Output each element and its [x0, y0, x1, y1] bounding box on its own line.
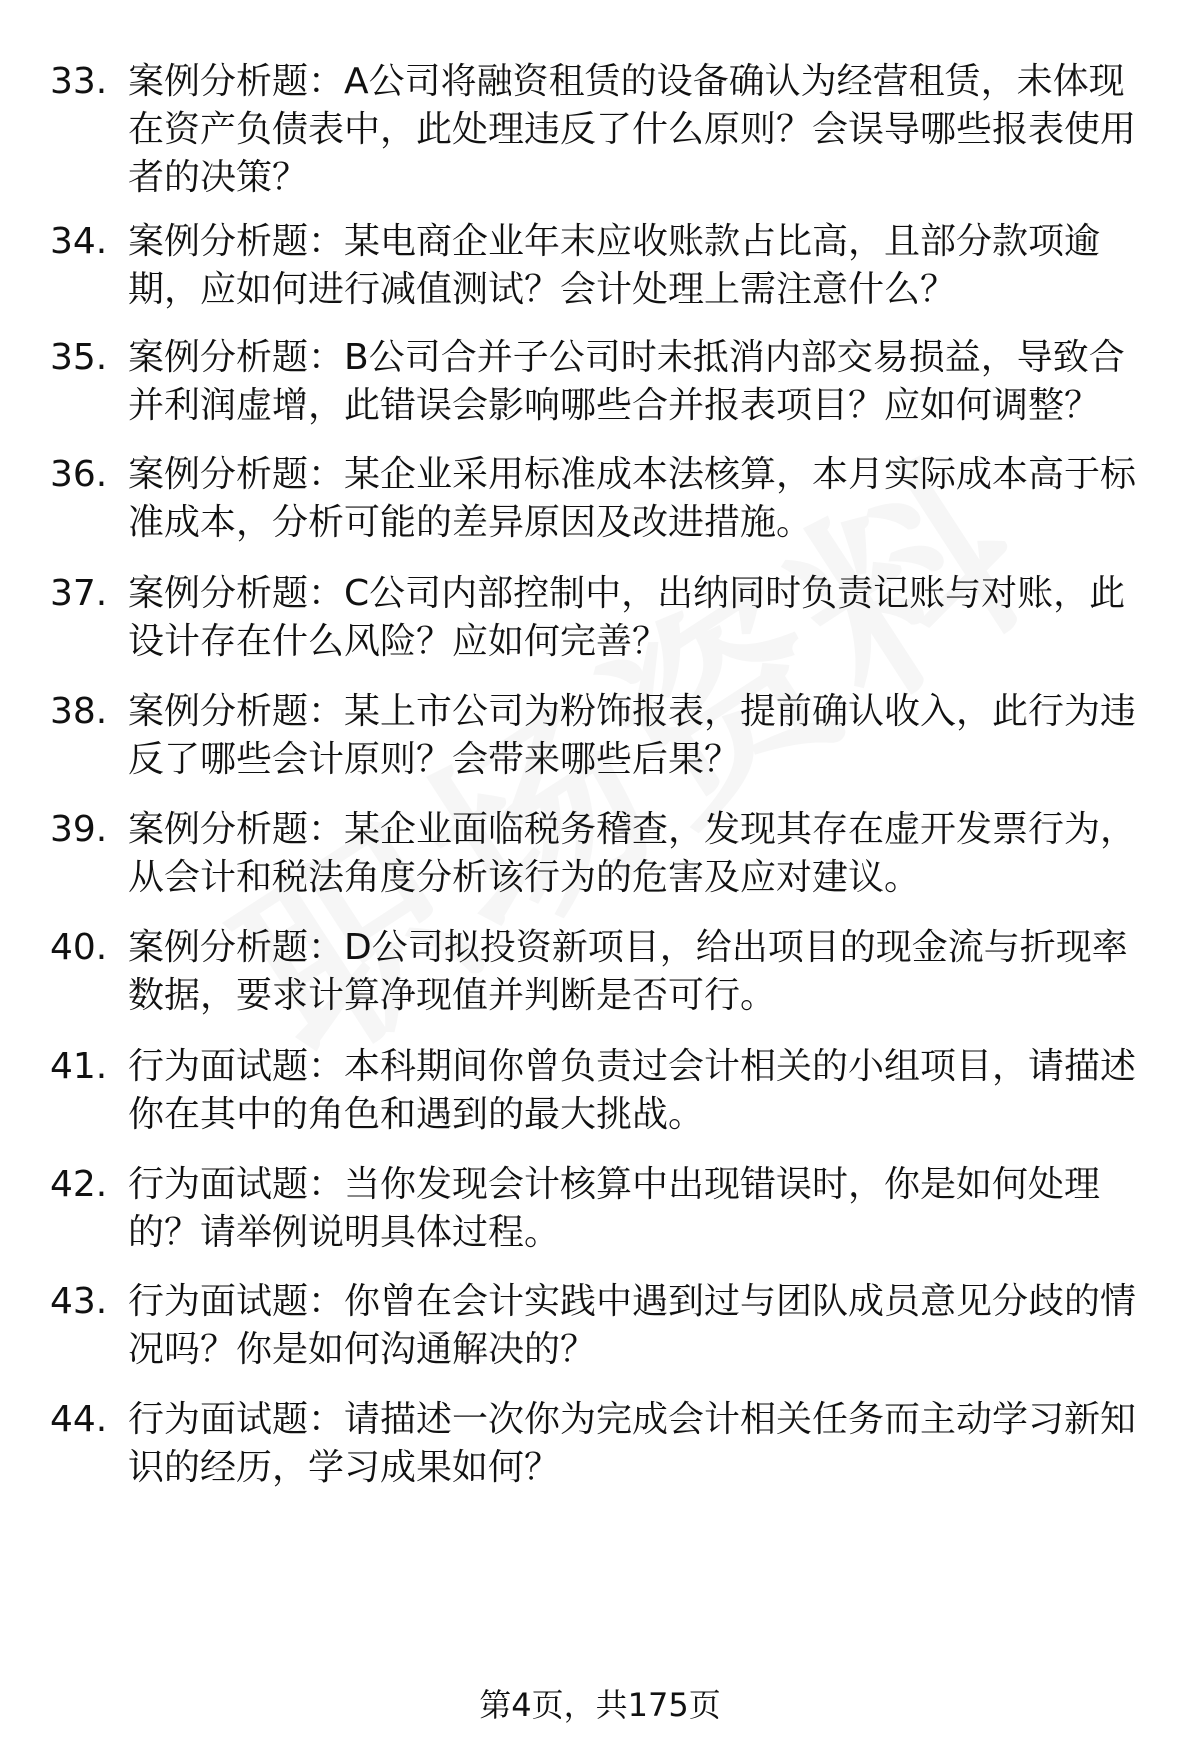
question-number: 42. [50, 1164, 108, 1205]
question-number: 37. [50, 573, 108, 614]
question-item [50, 1161, 1160, 1257]
question-text: 案例分析题：某电商企业年末应收账款占比高，且部分款项逾期，应如何进行减值测试？会计处理上需注意什么？ [128, 221, 1101, 310]
question-number: 34. [50, 221, 108, 262]
question-number: 35. [50, 337, 108, 378]
question-number: 41. [50, 1046, 108, 1087]
question-item [50, 451, 1160, 547]
question-item [50, 1043, 1160, 1139]
question-item [50, 924, 1160, 1020]
question-item [50, 58, 1160, 202]
question-number: 43. [50, 1281, 108, 1322]
question-item [50, 334, 1160, 430]
question-text: 案例分析题：某企业采用标准成本法核算，本月实际成本高于标准成本，分析可能的差异原因及改进措施。 [128, 454, 1137, 543]
question-text: 行为面试题：当你发现会计核算中出现错误时，你是如何处理的？请举例说明具体过程。 [128, 1164, 1101, 1253]
page-number-footer: 第4页，共175页 [479, 1686, 721, 1724]
question-item [50, 1278, 1160, 1374]
question-item [50, 688, 1160, 784]
question-number: 36. [50, 454, 108, 495]
question-text: 案例分析题：某企业面临税务稽查，发现其存在虚开发票行为，从会计和税法角度分析该行为的危害及应对建议。 [128, 809, 1137, 898]
question-number: 44. [50, 1399, 108, 1440]
question-number: 40. [50, 927, 108, 968]
question-text: 行为面试题：请描述一次你为完成会计相关任务而主动学习新知识的经历，学习成果如何？ [128, 1399, 1137, 1488]
question-item [50, 570, 1160, 666]
question-text: 案例分析题：B公司合并子公司时未抵消内部交易损益，导致合并利润虚增，此错误会影响哪些合并报表项目？应如何调整？ [128, 337, 1125, 426]
question-text: 案例分析题：某上市公司为粉饰报表，提前确认收入，此行为违反了哪些会计原则？会带来哪些后果？ [128, 691, 1137, 780]
question-text: 案例分析题：A公司将融资租赁的设备确认为经营租赁，未体现在资产负债表中，此处理违反了什么原则？会误导哪些报表使用者的决策？ [128, 61, 1137, 198]
question-text: 案例分析题：D公司拟投资新项目，给出项目的现金流与折现率数据，要求计算净现值并判断是否可行。 [128, 927, 1128, 1016]
question-number: 33. [50, 61, 108, 102]
question-number: 38. [50, 691, 108, 732]
question-text: 行为面试题：你曾在会计实践中遇到过与团队成员意见分歧的情况吗？你是如何沟通解决的？ [128, 1281, 1137, 1370]
question-text: 行为面试题：本科期间你曾负责过会计相关的小组项目，请描述你在其中的角色和遇到的最大挑战。 [128, 1046, 1137, 1135]
question-number: 39. [50, 809, 108, 850]
question-item [50, 218, 1160, 314]
question-text: 案例分析题：C公司内部控制中，出纳同时负责记账与对账，此设计存在什么风险？应如何完善？ [128, 573, 1126, 662]
question-item [50, 1396, 1160, 1492]
question-item [50, 806, 1160, 902]
